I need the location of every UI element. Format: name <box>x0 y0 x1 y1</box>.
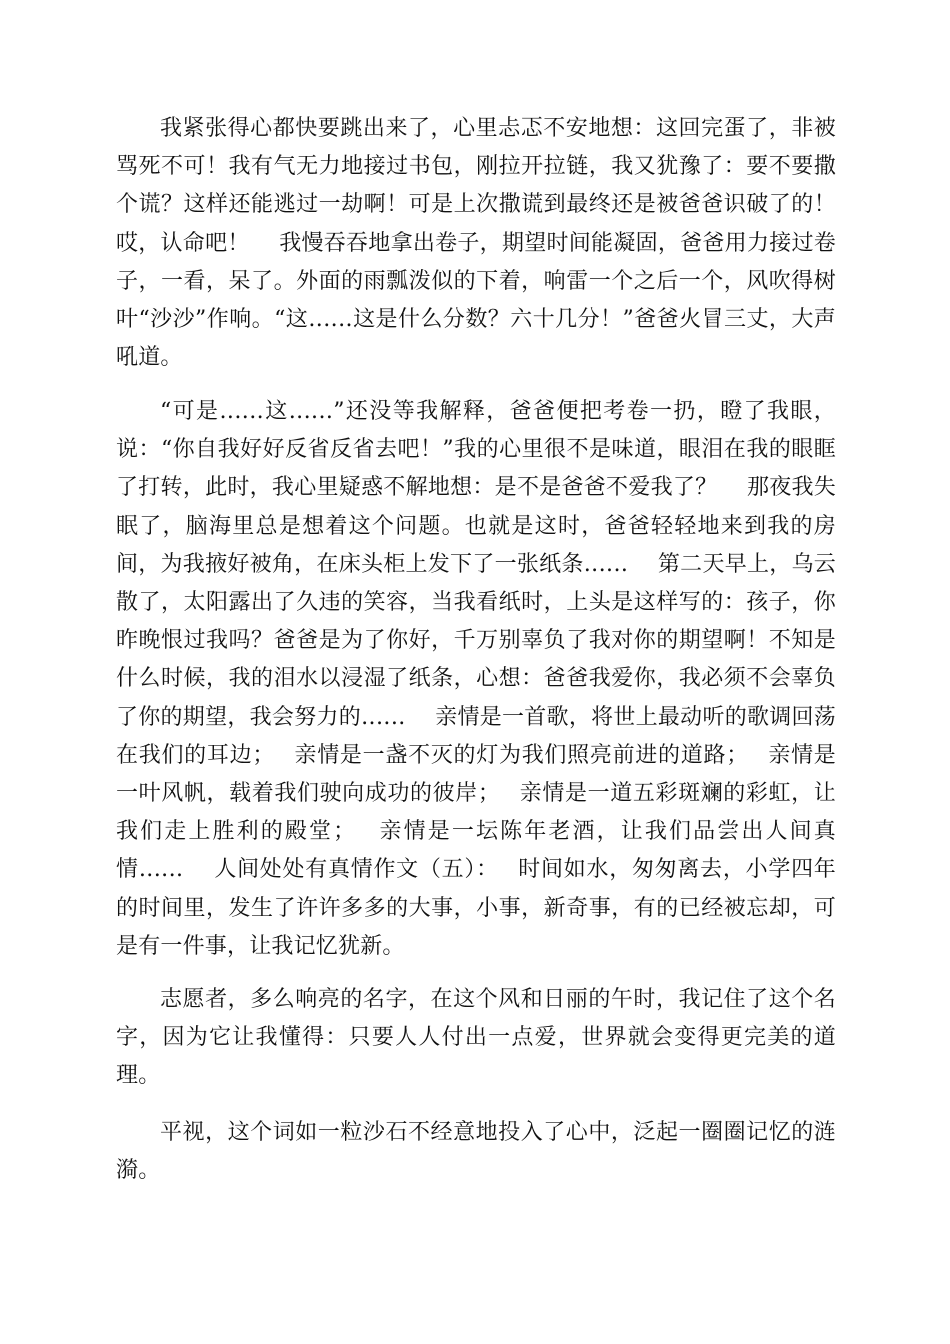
paragraph: “可是‥‥‥这‥‥‥”还没等我解释，爸爸便把考卷一扔，瞪了我眼，说：“你自我好好反省反省去吧！”我的心里很不是味道，眼泪在我的眼眶了打转，此时，我心里疑惑不解地想：是不是爸爸不爱我了？ 那夜我失眠了，脑海里总是想着这个问题。也就是这时，爸爸轻轻地来到我的房间，为我掖好被角，在床头柜上发下了一张纸条‥‥‥ 第二天早上，乌云散了，太阳露出了久违的笑容，当我看纸时，上头是这样写的：孩子，你昨晚恨过我吗？爸爸是为了你好，千万别辜负了我对你的期望啊！不知是什么时候，我的泪水以浸湿了纸条，心想：爸爸我爱你，我必须不会辜负了你的期望，我会努力的‥‥‥ 亲情是一首歌，将世上最动听的歌调回荡在我们的耳边； 亲情是一盏不灭的灯为我们照亮前进的道路； 亲情是一叶风帆，载着我们驶向成功的彼岸； 亲情是一道五彩斑斓的彩虹，让我们走上胜利的殿堂； 亲情是一坛陈年老酒，让我们品尝出人间真情‥‥‥ 人间处处有真情作文（五）： 时间如水，匆匆离去，小学四年的时间里，发生了许许多多的大事，小事，新奇事，有的已经被忘却，可是有一件事，让我记忆犹新。 <box>116 399 836 959</box>
paragraph: 志愿者，多么响亮的名字，在这个风和日丽的午时，我记住了这个名字，因为它让我懂得：只要人人付出一点爱，世界就会变得更完美的道理。 <box>116 987 836 1089</box>
paragraph: 平视，这个词如一粒沙石不经意地投入了心中，泛起一圈圈记忆的涟漪。 <box>116 1120 836 1184</box>
paragraph: 我紧张得心都快要跳出来了，心里忐忑不安地想：这回完蛋了，非被骂死不可！我有气无力地接过书包，刚拉开拉链，我又犹豫了：要不要撒个谎？这样还能逃过一劫啊！可是上次撒谎到最终还是被爸爸识破了的！哎，认命吧！ 我慢吞吞地拿出卷子，期望时间能凝固，爸爸用力接过卷子，一看，呆了。外面的雨瓢泼似的下着，响雷一个之后一个，风吹得树叶“沙沙”作响。“这‥‥‥这是什么分数？六十几分！”爸爸火冒三丈，大声吼道。 <box>116 116 836 371</box>
